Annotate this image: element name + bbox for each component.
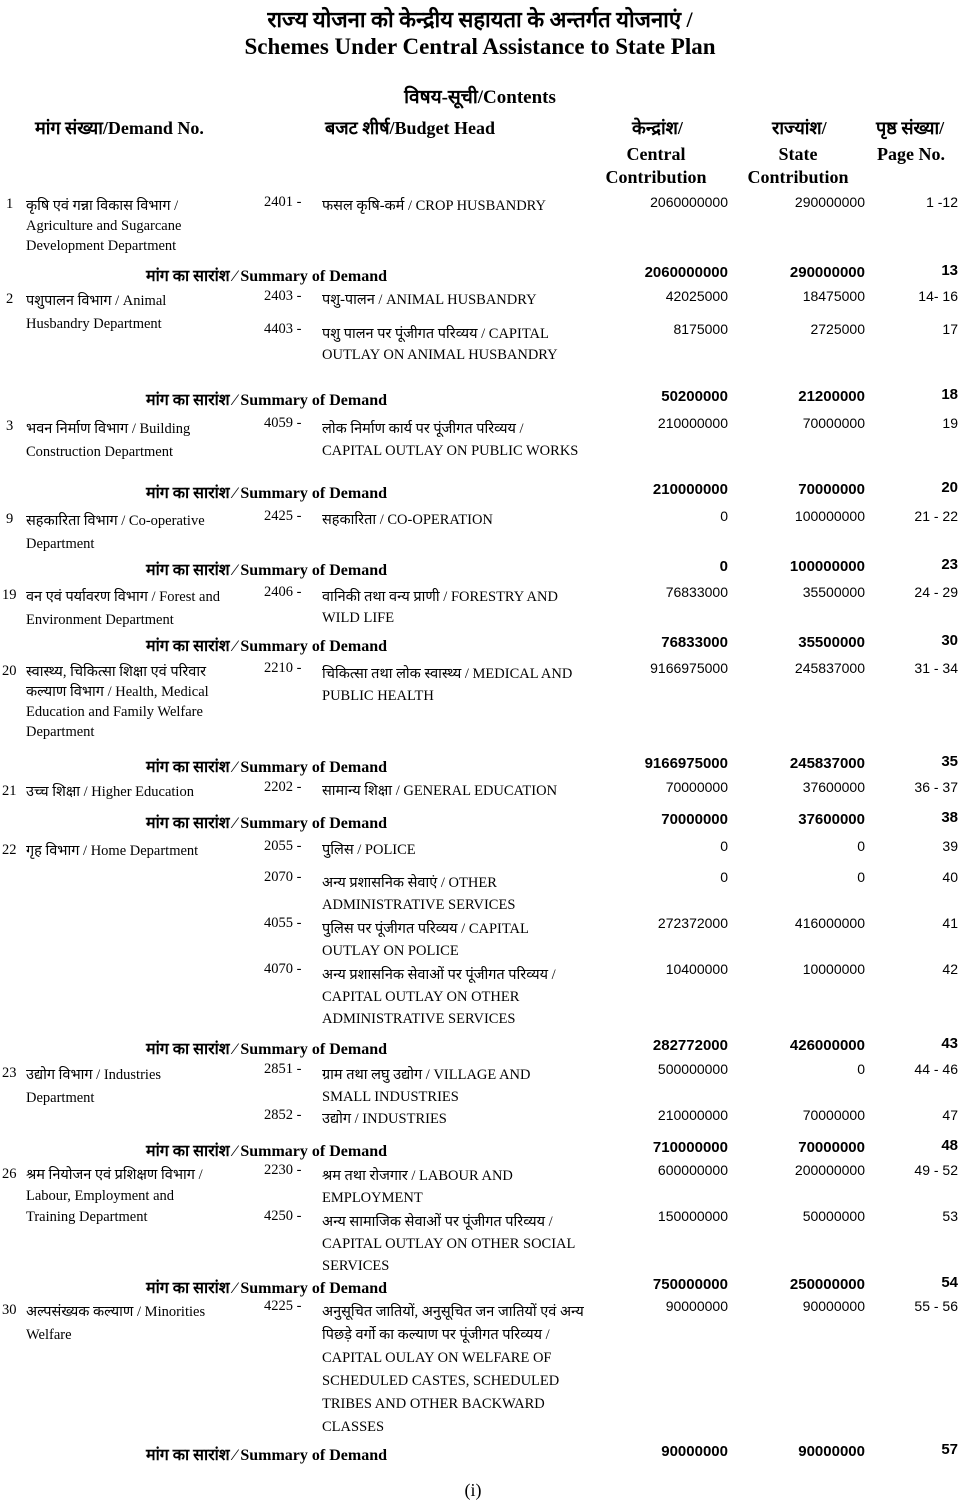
page-number: 31 - 34 — [914, 660, 958, 676]
state-amount: 245837000 — [794, 660, 865, 676]
summary-state: 100000000 — [789, 558, 865, 575]
page-number: 39 — [942, 838, 958, 854]
demand-number: 22 — [2, 842, 17, 858]
summary-page: 20 — [941, 479, 958, 496]
summary-central: 90000000 — [661, 1443, 728, 1460]
page-number: 40 — [942, 869, 958, 885]
department-name: स्वास्थ्य, चिकित्सा शिक्षा एवं परिवार कल्याण विभाग / Health, Medical Education and Family Welfare Department — [26, 664, 209, 740]
department-name: भवन निर्माण विभाग / Building Construction Department — [26, 421, 191, 460]
department-name: उच्च शिक्षा / Higher Education — [26, 784, 194, 800]
summary-page: 13 — [941, 262, 958, 279]
summary-central: 76833000 — [661, 634, 728, 651]
central-amount: 600000000 — [657, 1162, 728, 1178]
page-number: 47 — [942, 1107, 958, 1123]
page-number: 41 — [942, 915, 958, 931]
central-amount: 76833000 — [665, 584, 728, 600]
summary-state: 70000000 — [798, 1139, 865, 1156]
summary-state: 90000000 — [798, 1443, 865, 1460]
state-amount: 37600000 — [802, 779, 865, 795]
page-number: 14- 16 — [918, 288, 958, 304]
budget-head-code: 2406 - — [264, 584, 302, 600]
col-state-header-en2: Contribution — [747, 167, 849, 187]
summary-page: 43 — [941, 1035, 958, 1052]
summary-state: 70000000 — [798, 481, 865, 498]
budget-head-code: 2210 - — [264, 660, 302, 676]
page-number: 19 — [942, 415, 958, 431]
central-amount: 90000000 — [665, 1298, 728, 1314]
state-amount: 90000000 — [802, 1298, 865, 1314]
col-central-header-en2: Contribution — [605, 167, 707, 187]
demand-number: 19 — [2, 587, 17, 603]
budget-head-name: उद्योग / INDUSTRIES — [322, 1111, 447, 1127]
summary-page: 23 — [941, 556, 958, 573]
central-amount: 9166975000 — [650, 660, 728, 676]
state-amount: 416000000 — [794, 915, 865, 931]
summary-label: मांग का सारांश ⁄ Summary of Demand — [146, 392, 388, 409]
budget-head-name: पशु पालन पर पूंजीगत परिव्यय / CAPITAL OUTLAY ON ANIMAL HUSBANDRY — [322, 326, 558, 363]
col-page-header-hi: पृष्ठ संख्या/ — [876, 118, 945, 138]
summary-label: मांग का सारांश ⁄ Summary of Demand — [146, 268, 388, 285]
central-amount: 0 — [720, 869, 728, 885]
central-amount: 210000000 — [657, 1107, 728, 1123]
summary-central: 9166975000 — [644, 755, 728, 772]
budget-head-code: 4250 - — [264, 1208, 302, 1224]
summary-page: 38 — [941, 809, 958, 826]
title-english: Schemes Under Central Assistance to State Plan — [244, 34, 716, 59]
central-amount: 150000000 — [657, 1208, 728, 1224]
central-amount: 210000000 — [657, 415, 728, 431]
budget-head-code: 4070 - — [264, 961, 302, 977]
col-central-header-en1: Central — [626, 144, 686, 164]
col-demand-header: मांग संख्या/Demand No. — [35, 118, 204, 138]
budget-head-name: चिकित्सा तथा लोक स्वास्थ्य / MEDICAL AND PUBLIC HEALTH — [322, 666, 573, 704]
demand-number: 2 — [6, 291, 14, 307]
summary-state: 250000000 — [789, 1276, 865, 1293]
demand-number: 26 — [2, 1166, 17, 1182]
state-amount: 200000000 — [794, 1162, 865, 1178]
budget-head-name: सहकारिता / CO-OPERATION — [322, 512, 493, 528]
summary-label: मांग का सारांश ⁄ Summary of Demand — [146, 1041, 388, 1058]
budget-head-code: 4225 - — [264, 1298, 302, 1314]
summary-page: 57 — [941, 1441, 958, 1458]
budget-head-code: 2851 - — [264, 1061, 302, 1077]
page-number: 55 - 56 — [914, 1298, 958, 1314]
state-amount: 100000000 — [794, 508, 865, 524]
contents-heading: विषय-सूची/Contents — [404, 87, 556, 108]
budget-head-name: अनुसूचित जातियों, अनुसूचित जन जातियों एवं अन्य पिछड़े वर्गो का कल्याण पर पूंजीगत परिव्यय / CAPITAL OULAY ON WELFARE OF SCHEDULED CASTES, SCHEDULED TRIBES AND OTHER BACKWARD CLASSES — [322, 1304, 584, 1435]
state-amount: 0 — [857, 838, 865, 854]
page-number: 24 - 29 — [914, 584, 958, 600]
budget-head-name: लोक निर्माण कार्य पर पूंजीगत परिव्यय / CAPITAL OUTLAY ON PUBLIC WORKS — [322, 421, 579, 459]
budget-head-name: वानिकी तथा वन्य प्राणी / FORESTRY AND WILD LIFE — [322, 589, 558, 626]
state-amount: 0 — [857, 1061, 865, 1077]
budget-head-code: 2401 - — [264, 194, 302, 210]
budget-head-code: 2070 - — [264, 869, 302, 885]
central-amount: 272372000 — [657, 915, 728, 931]
summary-page: 18 — [941, 386, 958, 403]
summary-label: मांग का सारांश ⁄ Summary of Demand — [146, 759, 388, 776]
budget-head-name: पशु-पालन / ANIMAL HUSBANDRY — [322, 292, 537, 308]
budget-head-code: 2202 - — [264, 779, 302, 795]
summary-central: 710000000 — [652, 1139, 728, 1156]
col-state-header-hi: राज्यांश/ — [772, 118, 827, 138]
summary-label: मांग का सारांश ⁄ Summary of Demand — [146, 638, 388, 655]
col-central-header-hi: केन्द्रांश/ — [632, 118, 683, 138]
budget-head-name: अन्य प्रशासनिक सेवाएं / OTHER ADMINISTRATIVE SERVICES — [322, 875, 516, 913]
page-number: 53 — [942, 1208, 958, 1224]
col-state-header-en1: State — [778, 144, 818, 164]
budget-head-code: 2852 - — [264, 1107, 302, 1123]
summary-page: 48 — [941, 1137, 958, 1154]
summary-page: 30 — [941, 632, 958, 649]
demand-number: 21 — [2, 783, 17, 799]
summary-state: 35500000 — [798, 634, 865, 651]
col-budget-header: बजट शीर्ष/Budget Head — [325, 118, 496, 138]
footer-page-number: (i) — [464, 1480, 482, 1500]
page-number: 17 — [942, 321, 958, 337]
budget-head-code: 4059 - — [264, 415, 302, 431]
demand-number: 3 — [6, 418, 14, 434]
title-hindi: राज्य योजना को केन्द्रीय सहायता के अन्तर्गत योजनाएं / — [267, 7, 693, 32]
summary-central: 2060000000 — [644, 264, 728, 281]
demand-number: 9 — [6, 511, 14, 527]
summary-label: मांग का सारांश ⁄ Summary of Demand — [146, 815, 388, 832]
summary-state: 245837000 — [789, 755, 865, 772]
demand-number: 23 — [2, 1065, 17, 1081]
budget-head-code: 2403 - — [264, 288, 302, 304]
department-name: अल्पसंख्यक कल्याण / Minorities Welfare — [26, 1304, 206, 1343]
state-amount: 35500000 — [802, 584, 865, 600]
summary-state: 290000000 — [789, 264, 865, 281]
page-number: 21 - 22 — [914, 508, 958, 524]
summary-central: 70000000 — [661, 811, 728, 828]
summary-label: मांग का सारांश ⁄ Summary of Demand — [146, 562, 388, 579]
department-name: पशुपालन विभाग / Animal Husbandry Department — [26, 293, 167, 332]
budget-head-name: फसल कृषि-कर्म / CROP HUSBANDRY — [322, 198, 547, 214]
summary-central: 50200000 — [661, 388, 728, 405]
summary-label: मांग का सारांश ⁄ Summary of Demand — [146, 1447, 388, 1464]
state-amount: 290000000 — [794, 194, 865, 210]
col-page-header-en: Page No. — [877, 144, 945, 164]
page-number: 36 - 37 — [914, 779, 958, 795]
budget-head-name: ग्राम तथा लघु उद्योग / VILLAGE AND SMALL INDUSTRIES — [322, 1067, 531, 1105]
state-amount: 18475000 — [802, 288, 865, 304]
central-amount: 0 — [720, 508, 728, 524]
central-amount: 10400000 — [665, 961, 728, 977]
summary-page: 35 — [941, 753, 958, 770]
state-amount: 50000000 — [802, 1208, 865, 1224]
page-number: 1 -12 — [926, 194, 958, 210]
summary-label: मांग का सारांश ⁄ Summary of Demand — [146, 1280, 388, 1297]
state-amount: 0 — [857, 869, 865, 885]
department-name: कृषि एवं गन्ना विकास विभाग / Agriculture and Sugarcane Development Department — [26, 198, 182, 254]
budget-head-code: 4055 - — [264, 915, 302, 931]
central-amount: 500000000 — [657, 1061, 728, 1077]
central-amount: 8175000 — [673, 321, 728, 337]
state-amount: 70000000 — [802, 1107, 865, 1123]
budget-head-name: पुलिस पर पूंजीगत परिव्यय / CAPITAL OUTLAY ON POLICE — [322, 921, 529, 959]
summary-label: मांग का सारांश ⁄ Summary of Demand — [146, 1143, 388, 1160]
department-name: उद्योग विभाग / Industries Department — [26, 1067, 162, 1106]
budget-head-code: 2055 - — [264, 838, 302, 854]
budget-head-name: पुलिस / POLICE — [322, 842, 416, 858]
page-number: 44 - 46 — [914, 1061, 958, 1077]
demand-number: 30 — [2, 1302, 17, 1318]
central-amount: 0 — [720, 838, 728, 854]
summary-state: 426000000 — [789, 1037, 865, 1054]
summary-state: 21200000 — [798, 388, 865, 405]
central-amount: 70000000 — [665, 779, 728, 795]
summary-label: मांग का सारांश ⁄ Summary of Demand — [146, 485, 388, 502]
budget-head-name: श्रम तथा रोजगार / LABOUR AND EMPLOYMENT — [322, 1168, 513, 1206]
department-name: सहकारिता विभाग / Co-operative Department — [26, 513, 205, 552]
page-number: 49 - 52 — [914, 1162, 958, 1178]
state-amount: 2725000 — [810, 321, 865, 337]
central-amount: 42025000 — [665, 288, 728, 304]
demand-number: 20 — [2, 663, 17, 679]
summary-central: 750000000 — [652, 1276, 728, 1293]
budget-head-code: 2230 - — [264, 1162, 302, 1178]
department-name: वन एवं पर्यावरण विभाग / Forest and Environment Department — [26, 589, 220, 628]
summary-central: 282772000 — [652, 1037, 728, 1054]
page-number: 42 — [942, 961, 958, 977]
department-name: श्रम नियोजन एवं प्रशिक्षण विभाग / Labour, Employment and Training Department — [26, 1167, 203, 1225]
demand-number: 1 — [6, 196, 14, 212]
summary-page: 54 — [941, 1274, 958, 1291]
summary-central: 210000000 — [652, 481, 728, 498]
budget-head-name: सामान्य शिक्षा / GENERAL EDUCATION — [322, 783, 558, 799]
budget-head-name: अन्य प्रशासनिक सेवाओं पर पूंजीगत परिव्यय / CAPITAL OUTLAY ON OTHER ADMINISTRATIVE SERVICES — [322, 967, 556, 1027]
central-amount: 2060000000 — [650, 194, 728, 210]
budget-head-code: 4403 - — [264, 321, 302, 337]
budget-head-name: अन्य सामाजिक सेवाओं पर पूंजीगत परिव्यय / CAPITAL OUTLAY ON OTHER SOCIAL SERVICES — [322, 1214, 575, 1274]
state-amount: 10000000 — [802, 961, 865, 977]
budget-head-code: 2425 - — [264, 508, 302, 524]
summary-state: 37600000 — [798, 811, 865, 828]
department-name: गृह विभाग / Home Department — [26, 843, 199, 859]
summary-central: 0 — [719, 558, 728, 575]
state-amount: 70000000 — [802, 415, 865, 431]
